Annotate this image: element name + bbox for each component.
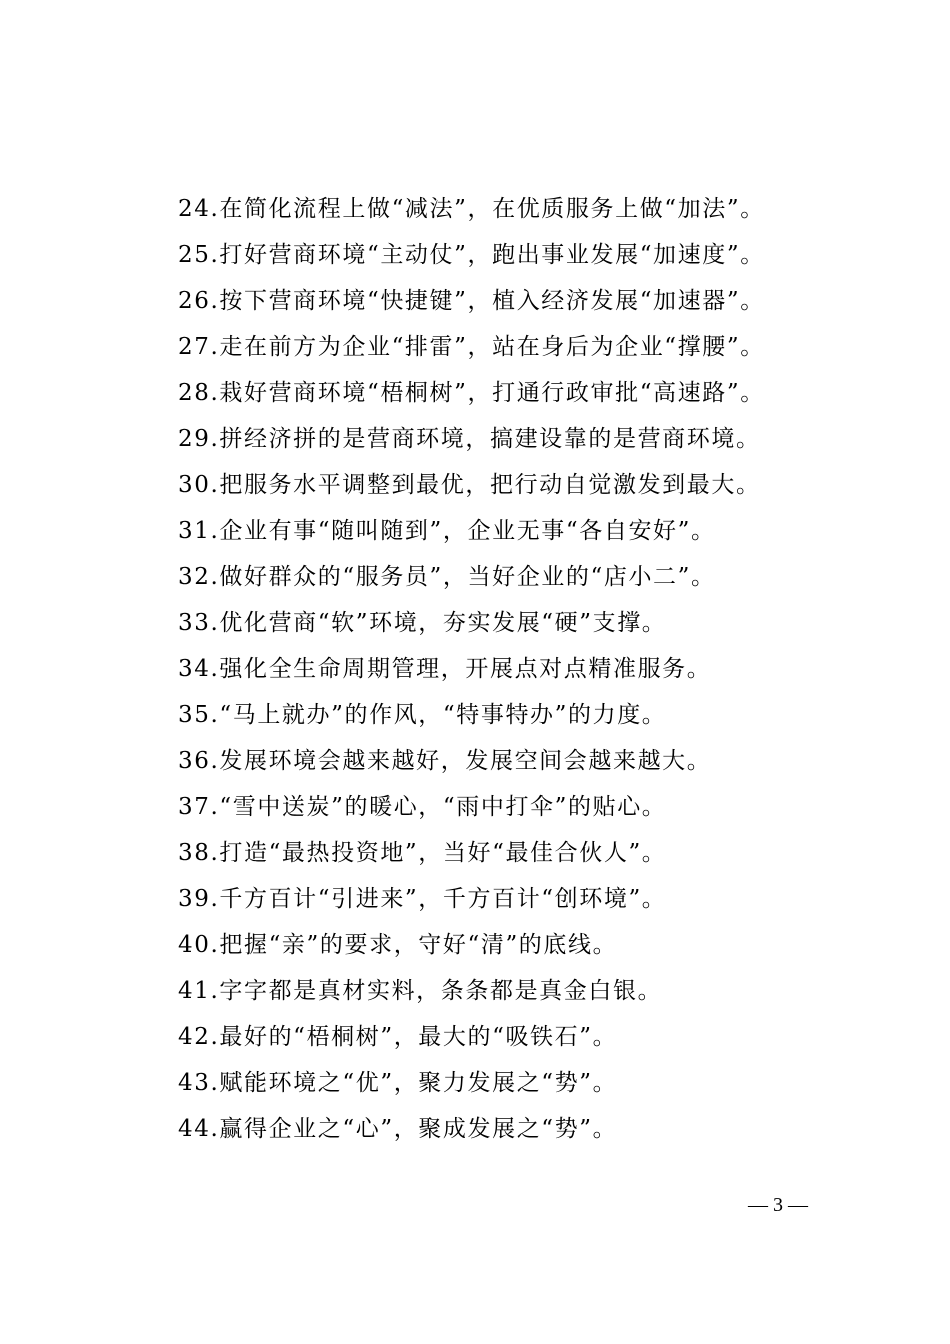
document-body (178, 186, 838, 1152)
list-item-41: 41.字字都是真材实料，条条都是真金白银。 (178, 978, 663, 1004)
list-item-29: 29.拼经济拼的是营商环境，搞建设靠的是营商环境。 (178, 426, 761, 452)
list-item-43: 43.赋能环境之“优”，聚力发展之“势”。 (178, 1070, 618, 1096)
list-item-36: 36.发展环境会越来越好，发展空间会越来越大。 (178, 748, 712, 774)
list-item-25: 25.打好营商环境“主动仗”，跑出事业发展“加速度”。 (178, 242, 765, 268)
list-item-40: 40.把握“亲”的要求，守好“清”的底线。 (178, 932, 618, 958)
list-item-24: 24.在简化流程上做“减法”，在优质服务上做“加法”。 (178, 196, 765, 222)
list-item-37: 37.“雪中送炭”的暖心，“雨中打伞”的贴心。 (178, 794, 667, 820)
list-item-34: 34.强化全生命周期管理，开展点对点精准服务。 (178, 656, 712, 682)
list-item-39: 39.千方百计“引进来”，千方百计“创环境”。 (178, 886, 667, 912)
list-item-31: 31.企业有事“随叫随到”，企业无事“各自安好”。 (178, 518, 716, 544)
list-item-27: 27.走在前方为企业“排雷”，站在身后为企业“撑腰”。 (178, 334, 765, 360)
list-item-32: 32.做好群众的“服务员”，当好企业的“店小二”。 (178, 564, 716, 590)
page-number: — 3 — (748, 1194, 808, 1216)
list-item-35: 35.“马上就办”的作风，“特事特办”的力度。 (178, 702, 667, 728)
list-item-38: 38.打造“最热投资地”，当好“最佳合伙人”。 (178, 840, 667, 866)
list-item-44: 44.赢得企业之“心”，聚成发展之“势”。 (178, 1116, 618, 1142)
list-item-28: 28.栽好营商环境“梧桐树”，打通行政审批“高速路”。 (178, 380, 765, 406)
list-item-26: 26.按下营商环境“快捷键”，植入经济发展“加速器”。 (178, 288, 765, 314)
list-item-42: 42.最好的“梧桐树”，最大的“吸铁石”。 (178, 1024, 618, 1050)
list-item-30: 30.把服务水平调整到最优，把行动自觉激发到最大。 (178, 472, 761, 498)
list-item-33: 33.优化营商“软”环境，夯实发展“硬”支撑。 (178, 610, 667, 636)
